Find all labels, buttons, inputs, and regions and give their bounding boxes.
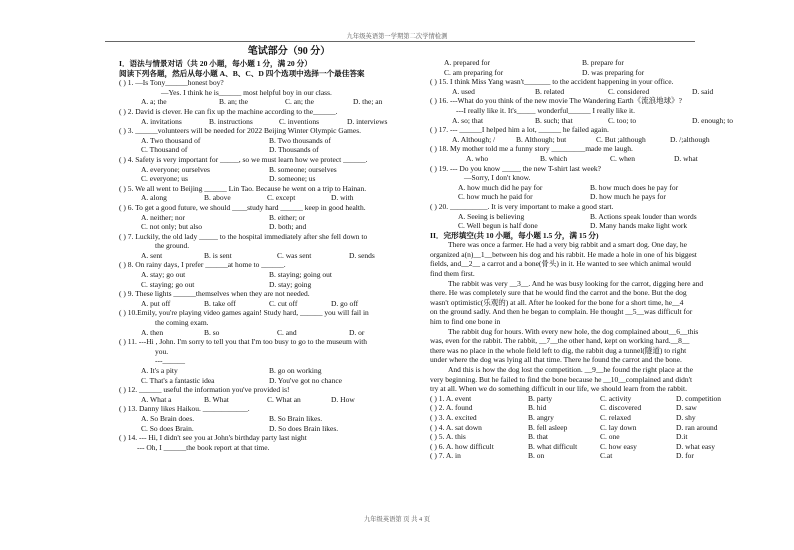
option-c: C. when (610, 153, 635, 163)
cloze-option-d: D. for (676, 451, 694, 461)
passage-line: him to find one bone in (430, 317, 501, 327)
option-b: B. staying; going out (269, 270, 332, 280)
passage-line: on the ground sadly. And then he began to complain. He thought __5__was difficult for (430, 307, 693, 317)
option-d: D. with (331, 193, 354, 203)
question-stem: ---I really like it. It's_____ wonderful______ I really like it. (456, 105, 636, 115)
passage-line: very beginning. But he failed to find the bone because he __10__complained and didn't (430, 374, 693, 384)
option-d: D. sends (349, 250, 375, 260)
passage-line: fields, and__2__ a carrot and a bone(骨头) in it. He wanted to see which animal would (430, 259, 691, 269)
cloze-option-d: D.it (676, 432, 688, 442)
option-a: A. how much did he pay for (458, 182, 543, 192)
option-d: D. was preparing for (582, 67, 645, 77)
answer-options (119, 376, 419, 386)
answer-options (119, 270, 419, 280)
header-divider (105, 41, 695, 42)
exam-title: 笔试部分（90 分） (247, 46, 331, 57)
answer-options (119, 136, 419, 146)
option-b: B. go on working (269, 366, 322, 375)
option-c: C. So does Brain. (141, 423, 194, 433)
option-a: A. who (466, 153, 489, 163)
option-d: D. or (349, 327, 365, 337)
option-a: A. then (141, 327, 164, 337)
answer-options (119, 97, 419, 107)
option-c: C. staying; go out (141, 279, 195, 289)
option-c: C. considered (608, 86, 650, 96)
option-b: B. either; or (269, 212, 306, 222)
cloze-option-c: C. one (600, 432, 620, 442)
answer-options (430, 135, 730, 145)
option-a: A. What a (141, 394, 172, 404)
passage-line: there. He was completely sure that he would find the carrot and the bone. But the dog (430, 288, 687, 298)
answer-options (119, 414, 419, 424)
answer-options (430, 68, 730, 78)
passage-line: The rabbit dug for hours. With every new hole, the dog complained about__6__this (448, 326, 699, 336)
option-d: D. You've got no chance (269, 375, 343, 385)
answer-options (430, 154, 730, 164)
right-column (430, 58, 734, 461)
option-c: C. cut off (269, 298, 298, 308)
option-c: C. That's a fantastic idea (141, 375, 215, 385)
answer-options (430, 212, 730, 222)
question-stem: ( ) 19. --- Do you know _____ the new T-shirt last week? (430, 163, 602, 173)
cloze-option-b: B. party (528, 393, 553, 403)
question-stem: ( ) 6. To get a good future, we should ____study hard ______ keep in good health. (119, 202, 366, 212)
question-stem: ( ) 13. Danny likes Haikou. ____________. (119, 404, 250, 414)
option-a: A. Seeing is believing (458, 211, 525, 221)
option-c: C. except (267, 193, 296, 203)
option-a: A. So Brain does. (141, 413, 195, 423)
answer-options (430, 221, 730, 231)
cloze-option-c: C. relaxed (600, 412, 631, 422)
left-column (119, 45, 419, 452)
question-stem: ( ) 17. --- ______I helped him a lot, ______ he failed again. (430, 125, 609, 135)
passage-line: wasn't optimistic(乐观的) at all. After he looked for the bone for a short time, he__4 (430, 297, 684, 307)
cloze-option-b: B. that (528, 432, 548, 442)
question-stem: ( ) 1. —Is Tony______honest boy? (119, 78, 224, 88)
option-c: C. But ;although (596, 134, 646, 144)
cloze-option-a: ( ) 5. A. this (430, 432, 466, 442)
question-stem: ( ) 12. ______ useful the information you've provided is! (119, 385, 290, 395)
cloze-question (430, 394, 730, 404)
option-a: A. put off (141, 298, 171, 308)
cloze-option-a: ( ) 3. A. excited (430, 412, 477, 422)
question-stem: ( ) 2. David is clever. He can fix up the machine according to the______. (119, 106, 338, 116)
option-b: B. take off (204, 298, 236, 308)
option-b: B. What (204, 394, 229, 404)
option-d: D. both; and (269, 222, 307, 232)
option-a: A. stay; go out (141, 270, 186, 280)
option-d: D. How (331, 394, 355, 404)
cloze-question (430, 451, 730, 461)
option-a: A. Although; / (452, 134, 496, 144)
option-b: B. is sent (204, 250, 232, 260)
page-header: 九年级英语第一学期第二次学情检测 (346, 33, 448, 40)
passage-line: under where the dog was lying all that time. There he found the carrot and the bone. (430, 355, 682, 365)
option-b: B. prepare for (582, 58, 624, 67)
answer-options (430, 183, 730, 193)
option-b: B. such; that (535, 115, 573, 125)
cloze-question (430, 413, 730, 423)
page-footer: 九年级英语第 页 共 4 页 (363, 516, 431, 523)
option-a: A. prepared for (444, 58, 491, 67)
question-stem: ( ) 14. --- Hi, I didn't see you at John's birthday party last night (119, 433, 307, 443)
option-c: C. and (277, 327, 297, 337)
option-d: D. the; an (353, 97, 383, 107)
cloze-option-a: ( ) 4. A. sat down (430, 422, 482, 432)
question-stem: ( ) 11. ---Hi , John. I'm sorry to tell you that I'm too busy to go to the museum with (119, 337, 368, 347)
question-stem: ( ) 9. These lights ______themselves when they are not needed. (119, 289, 310, 299)
option-d: D. /;although (670, 134, 710, 144)
question-stem: ( ) 10.Emily, you're playing video games again! Study hard, ______ you will fail in (119, 308, 369, 318)
section1-instruction: 阅读下列各题，然后从每小题 A、B、C、D 四个选项中选择一个最佳答案 (119, 68, 365, 78)
option-d: D. go off (331, 298, 359, 308)
answer-options (119, 117, 419, 127)
cloze-option-b: B. angry (528, 412, 554, 422)
option-b: B. which (540, 153, 568, 163)
question-stem: the ground. (155, 241, 190, 251)
question-stem: ( ) 5. We all went to Beijing ______ Lin Tao. Because he went on a trip to Hainan. (119, 183, 367, 193)
question-stem: ( ) 16. ---What do you think of the new movie The Wandering Earth《流浪地球》? (430, 96, 682, 106)
cloze-option-d: D. competition (676, 393, 721, 403)
cloze-option-b: B. fell asleep (528, 422, 568, 432)
option-b: B. so (204, 327, 220, 337)
option-b: B. an; the (219, 97, 248, 107)
option-c: C. Well begun is half done (458, 221, 538, 231)
cloze-option-a: ( ) 1. A. event (430, 393, 472, 403)
cloze-question (430, 403, 730, 413)
answer-options (119, 174, 419, 184)
answer-options (119, 165, 419, 175)
answer-options (430, 58, 730, 68)
question-stem: ( ) 20. __________. It is very important to make a good start. (430, 201, 614, 211)
option-b: B. someone; ourselves (269, 164, 337, 174)
option-a: A. Two thousand of (141, 135, 201, 145)
option-b: B. related (535, 86, 565, 96)
cloze-option-c: C. activity (600, 393, 632, 403)
passage-line: organized a(n)__1__between his dog and his rabbit. He made a hole in one of his biggest (430, 249, 697, 259)
cloze-option-a: ( ) 6. A. how difficult (430, 441, 494, 451)
cloze-option-d: D. saw (676, 403, 697, 413)
cloze-option-c: C. how easy (600, 441, 637, 451)
option-b: B. Although; but (516, 134, 567, 144)
question-stem: you. (155, 346, 169, 356)
question-stem: ( ) 7. Luckily, the old lady _____ to the hospital immediately after she fell down to (119, 231, 368, 241)
cloze-option-a: ( ) 2. A. found (430, 403, 473, 413)
answer-options (119, 424, 419, 434)
option-a: A. It's a pity (141, 366, 178, 375)
option-a: A. so; that (452, 115, 484, 125)
question-stem: ---______ (155, 356, 185, 366)
option-a: A. a; the (141, 97, 167, 107)
option-b: B. instructions (209, 116, 253, 126)
question-stem: ( ) 15. I think Miss Yang wasn't_______ to the accident happening in your office. (430, 77, 674, 87)
option-c: C. am preparing for (444, 67, 504, 77)
option-d: D. So does Brain likes. (269, 423, 339, 433)
question-stem: --- Oh, I ______the book report at that time. (137, 442, 270, 452)
answer-options (119, 213, 419, 223)
cloze-question (430, 442, 730, 452)
answer-options (430, 192, 730, 202)
answer-options (430, 87, 730, 97)
answer-options (119, 280, 419, 290)
option-c: C. What an (267, 394, 301, 404)
option-d: D. how much he pays for (590, 192, 666, 202)
answer-options (119, 222, 419, 232)
cloze-option-a: ( ) 7. A. in (430, 451, 461, 461)
cloze-option-d: D. what easy (676, 441, 715, 451)
cloze-option-c: C. discovered (600, 403, 642, 413)
section1-heading: I．语法与情景对话（共 20 小题，每小题 1 分，满 20 分） (119, 59, 312, 68)
option-c: C. how much he paid for (458, 192, 533, 202)
question-stem: the coming exam. (155, 318, 209, 328)
cloze-option-d: D. shy (676, 412, 696, 422)
answer-options (119, 366, 419, 376)
question-stem: ( ) 8. On rainy days, I prefer ______at home to ______. (119, 260, 286, 270)
option-d: D. said (692, 86, 714, 96)
question-stem: —Yes. I think he is______ most helpful boy in our class. (161, 87, 332, 97)
option-c: C. everyone; us (141, 174, 188, 184)
option-d: D. Many hands make light work (590, 221, 688, 231)
cloze-option-c: C.at (600, 451, 613, 461)
option-a: A. along (141, 193, 167, 203)
cloze-option-b: B. what difficult (528, 441, 578, 451)
question-stem: ( ) 18. My mother told me a funny story _________made me laugh. (430, 144, 633, 154)
answer-options (119, 299, 419, 309)
passage-line: The rabbit was very __3__. And he was busy looking for the carrot, digging here and (448, 278, 704, 288)
option-b: B. So Brain likes. (269, 413, 323, 423)
cloze-option-c: C. lay down (600, 422, 637, 432)
option-a: A. used (452, 86, 475, 96)
option-d: D. stay; going (269, 279, 312, 289)
option-c: C. Thousand of (141, 145, 188, 155)
option-a: A. invitations (141, 116, 182, 126)
option-d: D. someone; us (269, 174, 316, 184)
option-d: D. Thousands of (269, 145, 319, 155)
answer-options (119, 193, 419, 203)
option-d: D. interviews (347, 116, 388, 126)
answer-options (119, 145, 419, 155)
option-b: B. how much does he pay for (590, 182, 679, 192)
passage-line: find them first. (430, 269, 475, 279)
answer-options (119, 251, 419, 261)
passage-line: was, even for the rabbit. The rabbit, __7__the other hand, kept on working hard.__8__ (430, 336, 690, 346)
answer-options (430, 115, 734, 126)
option-c: C. an; the (285, 97, 314, 107)
answer-options (119, 395, 419, 405)
cloze-option-b: B. on (528, 451, 545, 461)
option-c: C. was sent (277, 250, 312, 260)
passage-line: There was once a farmer. He had a very big rabbit and a smart dog. One day, he (448, 240, 688, 250)
option-a: A. neither; nor (141, 212, 185, 222)
cloze-question (430, 432, 730, 442)
answer-options (119, 328, 419, 338)
option-c: C. too; to (608, 115, 637, 125)
option-d: D. enough; to (692, 115, 734, 125)
option-b: B. above (204, 193, 231, 203)
cloze-option-d: D. ran around (676, 422, 718, 432)
cloze-question (430, 423, 730, 433)
question-stem: ( ) 4. Safety is very important for _____, so we must learn how we protect ______. (119, 154, 368, 164)
option-c: C. inventions (279, 116, 320, 126)
passage-line: And this is how the dog lost the competition. __9__he found the right place at the (448, 365, 693, 374)
option-b: B. Two thousands of (269, 135, 331, 145)
passage-line: try at all. When we do something difficult in our life, we should learn from the rabbit. (430, 384, 687, 394)
option-a: A. everyone; ourselves (141, 164, 210, 174)
option-a: A. sent (141, 250, 163, 260)
question-stem: ( ) 3. ______volunteers will be needed for 2022 Beijing Winter Olympic Games. (119, 126, 362, 136)
section2-heading: II．完形填空(共 10 小题，每小题 1.5 分，满 15 分) (430, 230, 599, 240)
passage-line: there was no place in the whole field left to dig, the rabbit dug a tunnel(隧道) to right (430, 345, 687, 355)
option-c: C. not only; but also (141, 222, 203, 232)
option-b: B. Actions speak louder than words (590, 211, 697, 221)
option-d: D. what (674, 153, 698, 163)
cloze-option-b: B. hid (528, 403, 547, 413)
question-stem: —Sorry, I don't know. (464, 173, 531, 183)
